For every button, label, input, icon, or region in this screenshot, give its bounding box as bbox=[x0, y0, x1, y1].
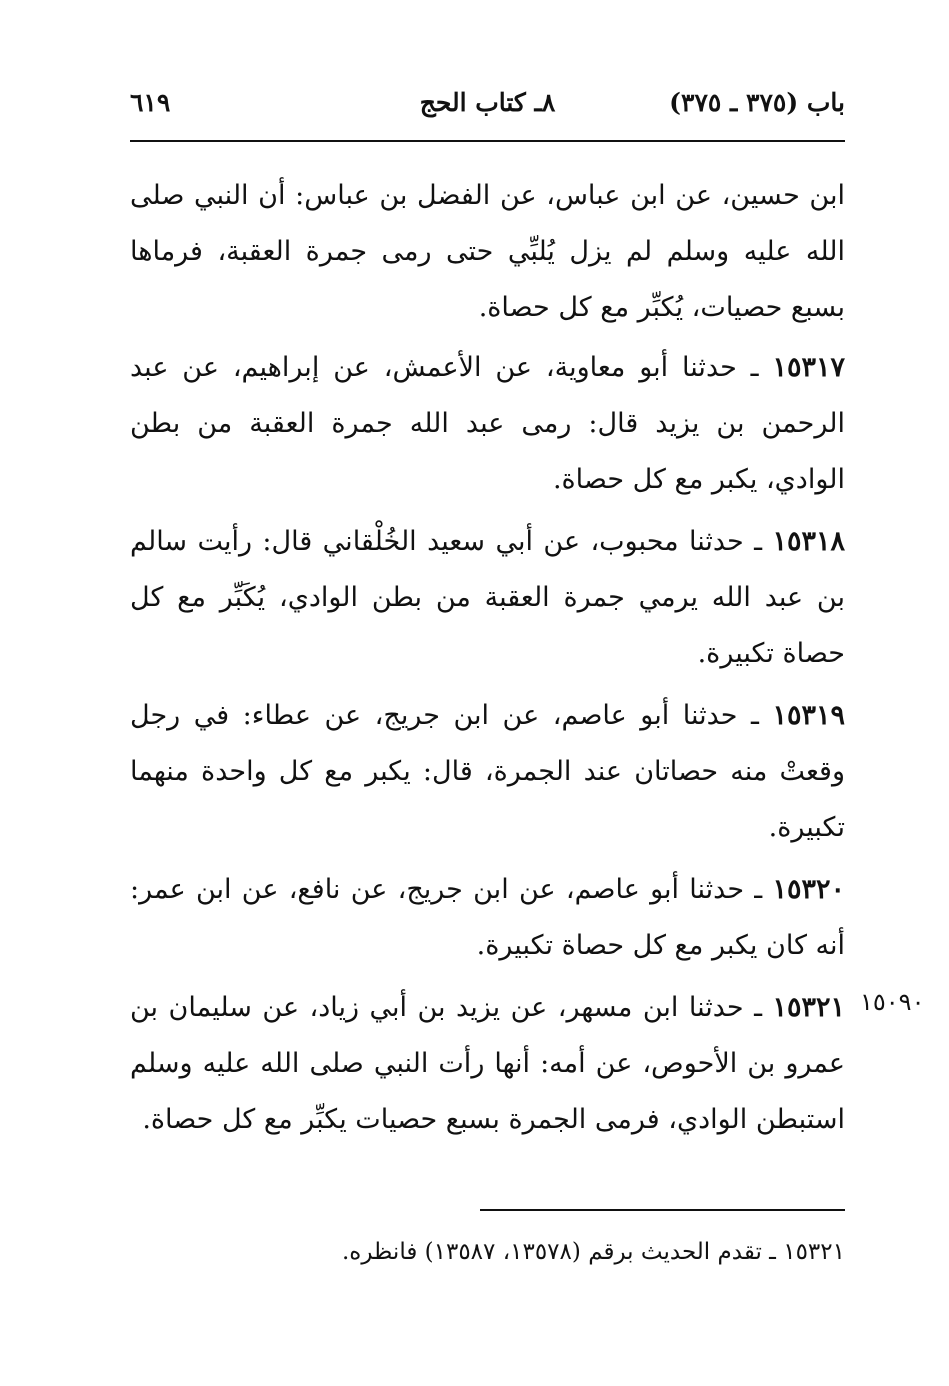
hadith-15317 bbox=[130, 340, 845, 508]
book-title: ٨ـ كتاب الحج bbox=[419, 88, 556, 117]
hadith-15320 bbox=[130, 862, 845, 974]
paragraph-text: ـ حدثنا أبو عاصم، عن ابن جريج، عن نافع، عن ابن عمر: أنه كان يكبر مع كل حصاة تكبيرة. bbox=[130, 874, 845, 961]
hadith-number: ١٥٣١٧ bbox=[772, 352, 845, 383]
paragraph-text: ـ حدثنا أبو عاصم، عن ابن جريج، عن عطاء: في رجل وقعتْ منه حصاتان عند الجمرة، قال: يكبر مع كل واحدة منهما تكبيرة. bbox=[130, 700, 845, 843]
footnote: ١٥٣٢١ ـ تقدم الحديث برقم (١٣٥٧٨، ١٣٥٨٧) فانظره. bbox=[342, 1239, 845, 1265]
footnote-rule bbox=[480, 1209, 845, 1211]
hadith-number: ١٥٣٢١ bbox=[772, 992, 846, 1023]
paragraph-text: ابن حسين، عن ابن عباس، عن الفضل بن عباس: أن النبي صلى الله عليه وسلم لم يزل يُلبِّي حتى رمى جمرة العقبة، فرماها بسبع حصيات، يُكبِّر مع كل حصاة. bbox=[130, 180, 845, 323]
hadith-15321 bbox=[130, 980, 845, 1148]
hadith-number: ١٥٣٢٠ bbox=[772, 874, 845, 905]
paragraph-text: ـ حدثنا ابن مسهر، عن يزيد بن أبي زياد، عن سليمان بن عمرو بن الأحوص، عن أمه: أنها رأت النبي صلى الله عليه وسلم استبطن الوادي، فرمى الجمرة بسبع حصيات يكبِّر مع كل حصاة. bbox=[130, 992, 845, 1135]
paragraph-continuation bbox=[130, 168, 845, 336]
margin-reference-number: ١٥٠٩٠ bbox=[860, 988, 925, 1016]
hadith-15318 bbox=[130, 514, 845, 682]
chapter-reference: باب (٣٧٥ ـ ٣٧٥) bbox=[669, 88, 845, 117]
page-number: ٦١٩ bbox=[130, 88, 171, 117]
paragraph-text: ـ حدثنا محبوب، عن أبي سعيد الخُلْقاني قال: رأيت سالم بن عبد الله يرمي جمرة العقبة من بطن الوادي، يُكَبِّر مع كل حصاة تكبيرة. bbox=[130, 526, 845, 669]
page-header bbox=[130, 84, 845, 130]
hadith-number: ١٥٣١٨ bbox=[772, 526, 845, 557]
hadith-number: ١٥٣١٩ bbox=[772, 700, 845, 731]
paragraph-text: ـ حدثنا أبو معاوية، عن الأعمش، عن إبراهيم، عن عبد الرحمن بن يزيد قال: رمى عبد الله جمرة العقبة من بطن الوادي، يكبر مع كل حصاة. bbox=[130, 352, 845, 495]
hadith-15319 bbox=[130, 688, 845, 856]
header-rule bbox=[130, 140, 845, 142]
